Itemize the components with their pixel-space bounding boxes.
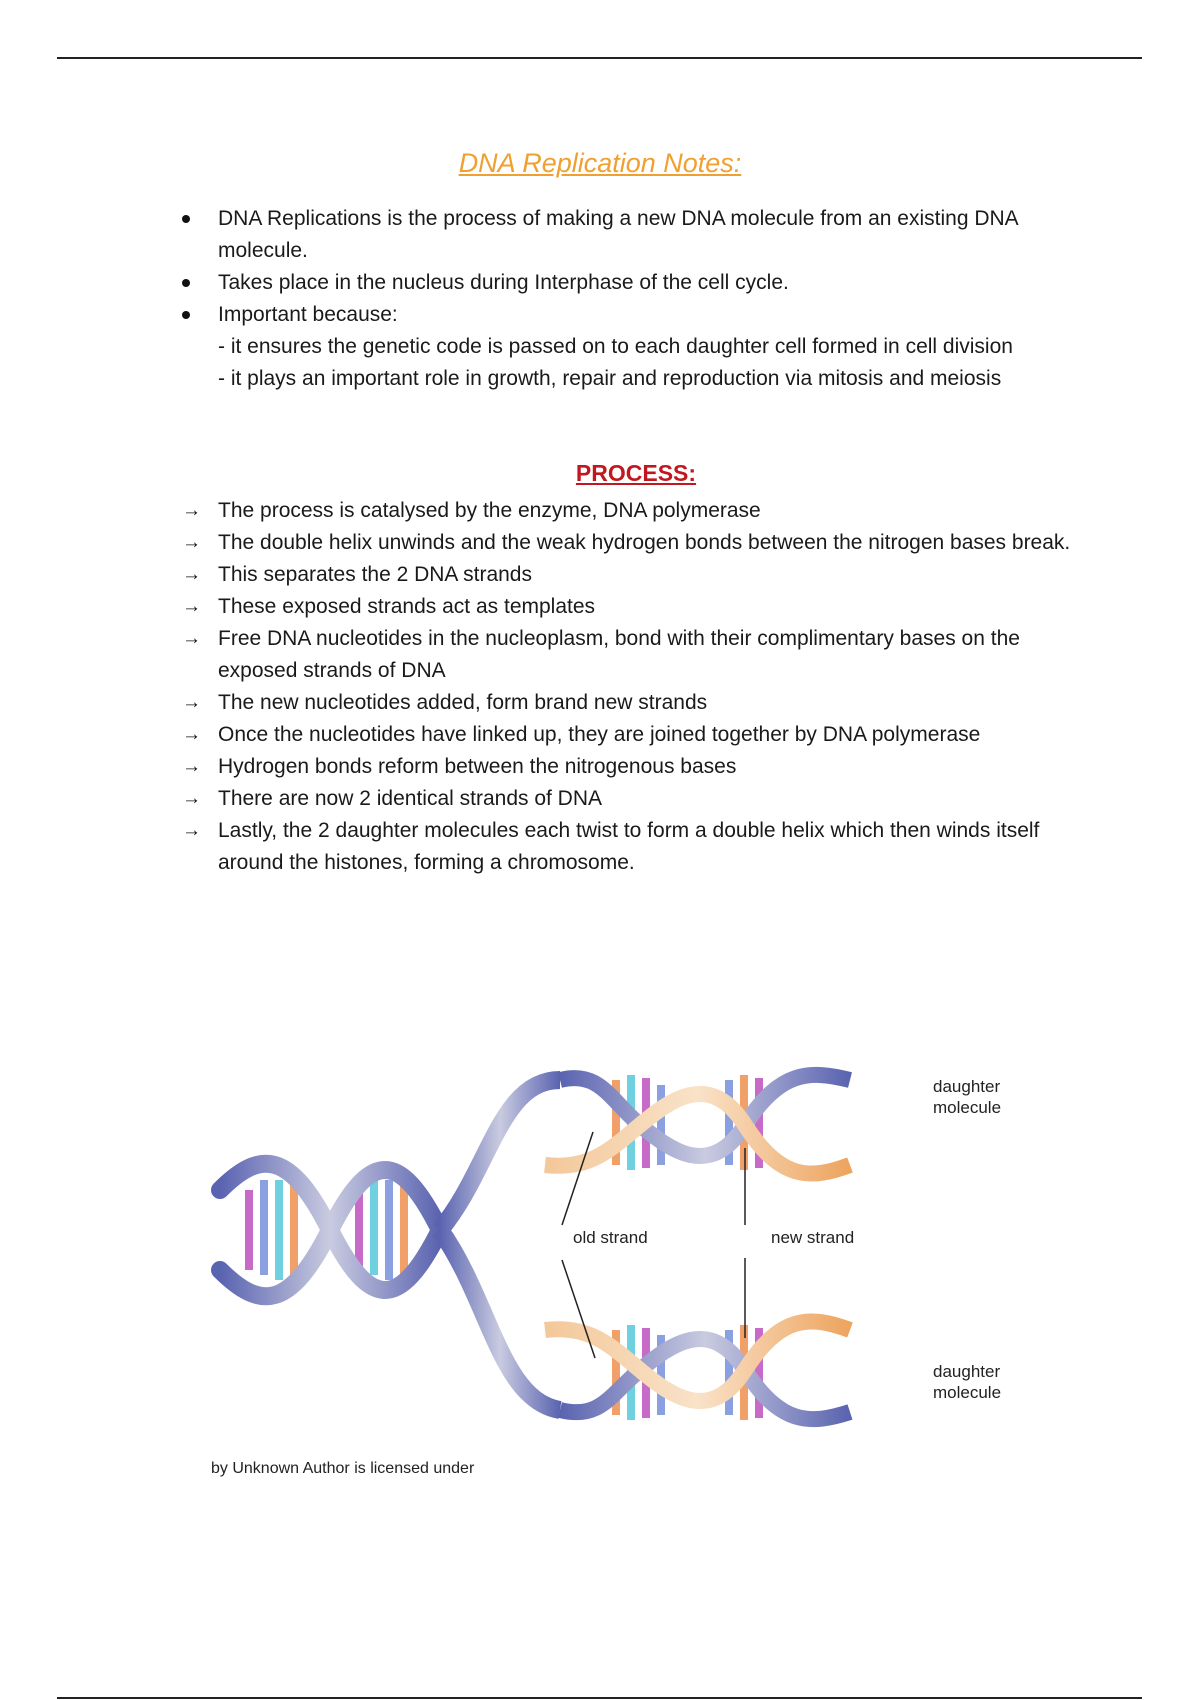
step-text: Lastly, the 2 daughter molecules each twist to form a double helix which then winds itself around the histones, forming a chromosome. [218,819,1040,874]
bullet-item [182,299,1072,395]
step-text: The double helix unwinds and the weak hydrogen bonds between the nitrogen bases break. [218,531,1071,554]
step-item [182,719,1072,751]
step-text: The process is catalysed by the enzyme, DNA polymerase [218,499,761,522]
page-title: DNA Replication Notes: [458,148,742,178]
step-item [182,495,1072,527]
step-item [182,623,1072,687]
top-rule [57,57,1142,59]
right-arrow-icon: → [182,820,201,841]
dna-diagram-svg [200,1040,1030,1450]
bottom-daughter-helix [545,1321,850,1419]
step-text: Hydrogen bonds reform between the nitrogenous bases [218,755,737,778]
step-text: There are now 2 identical strands of DNA [218,787,603,810]
right-arrow-icon: → [182,692,201,713]
bullet-dot-icon [182,279,190,287]
bullet-text: DNA Replications is the process of making a new DNA molecule from an existing DNA molecule. [218,207,1018,262]
step-text: This separates the 2 DNA strands [218,563,532,586]
step-item [182,783,1072,815]
bullet-text: Important because: [218,303,398,326]
step-item [182,815,1072,879]
bullet-dot-icon [182,215,190,223]
step-item [182,591,1072,623]
right-arrow-icon: → [182,788,201,809]
right-arrow-icon: → [182,500,201,521]
step-text: The new nucleotides added, form brand new strands [218,691,708,714]
image-caption: by Unknown Author is licensed under [211,1460,475,1477]
right-arrow-icon: → [182,596,201,617]
step-item [182,687,1072,719]
label-daughter-bottom-line1: daughter [933,1362,1001,1381]
bullet-item [182,203,1072,267]
step-text: These exposed strands act as templates [218,595,596,618]
right-arrow-icon: → [182,756,201,777]
bottom-rule [57,1697,1142,1699]
process-step-list [182,495,1072,879]
right-arrow-icon: → [182,628,201,649]
label-daughter-bottom-line2: molecule [933,1383,1002,1402]
sub-point: - it plays an important role in growth, repair and reproduction via mitosis and meiosis [218,367,1002,390]
dna-replication-diagram [200,1040,1030,1450]
right-arrow-icon: → [182,532,201,553]
right-arrow-icon: → [182,724,201,745]
diverging-strands [440,1080,560,1410]
step-item [182,527,1072,559]
step-item [182,751,1072,783]
intro-bullet-list [182,203,1072,395]
bullet-dot-icon [182,311,190,319]
bullet-text: Takes place in the nucleus during Interphase of the cell cycle. [218,271,789,294]
label-daughter-top-line2: molecule [933,1098,1002,1117]
step-text: Free DNA nucleotides in the nucleoplasm, bond with their complimentary bases on the exposed strands of DNA [218,627,1020,682]
process-heading: PROCESS: [575,460,697,486]
sub-point: - it ensures the genetic code is passed on to each daughter cell formed in cell division [218,335,1013,358]
label-daughter-top-line1: daughter [933,1077,1001,1096]
bullet-item [182,267,1072,299]
step-text: Once the nucleotides have linked up, they are joined together by DNA polymerase [218,723,981,746]
step-item [182,559,1072,591]
right-arrow-icon: → [182,564,201,585]
top-daughter-helix [545,1075,850,1174]
label-old-strand: old strand [573,1228,648,1247]
label-new-strand: new strand [771,1228,855,1247]
